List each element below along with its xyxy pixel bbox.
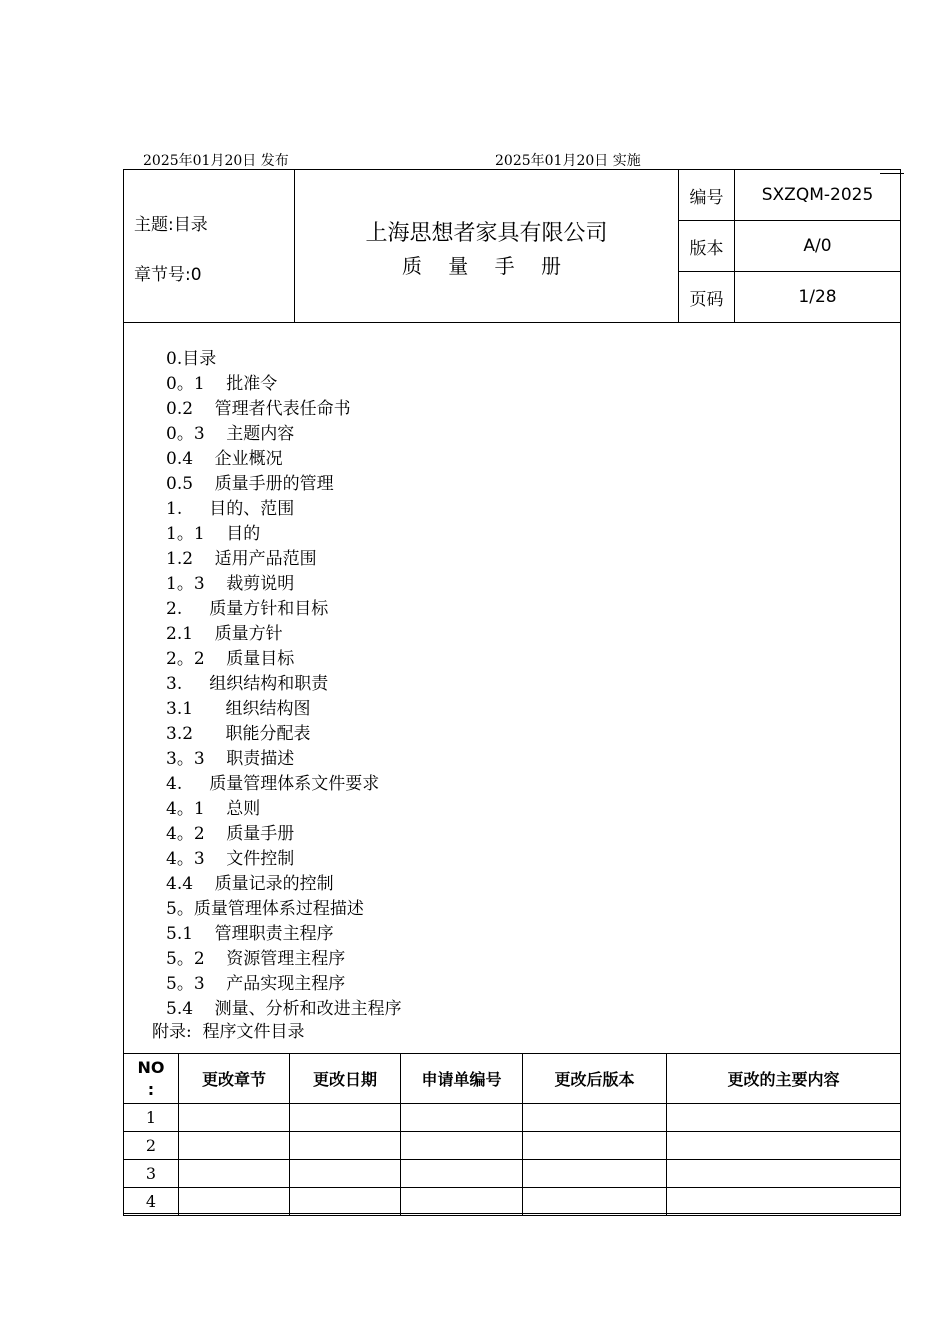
toc-item: 5.1 管理职责主程序 — [166, 924, 334, 944]
meta-row-version — [679, 221, 900, 272]
toc-item: 0.5 质量手册的管理 — [166, 474, 334, 494]
toc-item: 1。3 裁剪说明 — [166, 574, 295, 594]
toc-item: 1. 目的、范围 — [166, 499, 295, 519]
table-cell — [667, 1132, 901, 1160]
toc-item: 2.1 质量方针 — [166, 624, 283, 644]
header-meta — [679, 170, 900, 322]
toc-item: 4。3 文件控制 — [166, 849, 295, 869]
document-header — [124, 170, 900, 323]
table-cell — [179, 1160, 290, 1188]
table-cell — [401, 1132, 523, 1160]
table-row — [124, 1132, 901, 1160]
toc-item: 1。1 目的 — [166, 524, 261, 544]
change-table-header — [124, 1054, 901, 1104]
table-row — [124, 1188, 901, 1216]
table-cell — [667, 1188, 901, 1216]
table-cell — [401, 1188, 523, 1216]
meta-label: 版本 — [679, 221, 735, 271]
table-of-contents — [166, 347, 402, 1022]
version-value: A/0 — [803, 236, 832, 256]
table-cell — [290, 1188, 401, 1216]
change-table-body — [124, 1104, 901, 1216]
table-cell — [667, 1160, 901, 1188]
meta-row-page — [679, 272, 900, 322]
table-cell — [523, 1188, 667, 1216]
col-header-new-version: 更改后版本 — [523, 1054, 667, 1104]
col-header-no: NO : — [124, 1054, 179, 1104]
toc-item: 4。1 总则 — [166, 799, 261, 819]
company-name: 上海思想者家具有限公司 — [365, 221, 608, 246]
toc-item: 3。3 职责描述 — [166, 749, 295, 769]
toc-item: 2. 质量方针和目标 — [166, 599, 329, 619]
toc-item: 0.2 管理者代表任命书 — [166, 399, 351, 419]
toc-item: 4.4 质量记录的控制 — [166, 874, 334, 894]
col-header-request-no: 申请单编号 — [401, 1054, 523, 1104]
table-row — [124, 1160, 901, 1188]
row-number: 1 — [124, 1104, 179, 1132]
table-cell — [290, 1132, 401, 1160]
header-left — [124, 170, 295, 322]
header-title — [295, 170, 679, 322]
implement-date: 2025年01月20日 实施 — [495, 153, 641, 169]
table-cell — [290, 1104, 401, 1132]
col-header-chapter: 更改章节 — [179, 1054, 290, 1104]
toc-item: 4. 质量管理体系文件要求 — [166, 774, 380, 794]
table-cell — [179, 1132, 290, 1160]
row-number: 2 — [124, 1132, 179, 1160]
toc-item: 5。3 产品实现主程序 — [166, 974, 346, 994]
table-cell — [523, 1160, 667, 1188]
meta-label: 编号 — [679, 170, 735, 220]
document-frame — [123, 169, 901, 1214]
appendix-entry: 附录: 程序文件目录 — [152, 1022, 305, 1042]
toc-item: 5。2 资源管理主程序 — [166, 949, 346, 969]
table-cell — [401, 1104, 523, 1132]
meta-label: 页码 — [679, 272, 735, 322]
table-row — [124, 1104, 901, 1132]
toc-item: 0。3 主题内容 — [166, 424, 295, 444]
row-number: 3 — [124, 1160, 179, 1188]
toc-item: 0。1 批准令 — [166, 374, 278, 394]
manual-title: 质 量 手 册 — [401, 254, 572, 278]
toc-item: 2。2 质量目标 — [166, 649, 295, 669]
toc-item: 3.2 职能分配表 — [166, 724, 311, 744]
change-record-table — [123, 1053, 901, 1216]
toc-item: 4。2 质量手册 — [166, 824, 295, 844]
toc-item: 3.1 组织结构图 — [166, 699, 311, 719]
table-cell — [523, 1132, 667, 1160]
col-header-content: 更改的主要内容 — [667, 1054, 901, 1104]
table-cell — [667, 1104, 901, 1132]
toc-item: 5。质量管理体系过程描述 — [166, 899, 364, 919]
toc-item: 0.4 企业概况 — [166, 449, 283, 469]
toc-item: 0.目录 — [166, 349, 217, 369]
toc-item: 3. 组织结构和职责 — [166, 674, 329, 694]
col-header-date: 更改日期 — [290, 1054, 401, 1104]
meta-row-number — [679, 170, 900, 221]
table-cell — [401, 1160, 523, 1188]
document-number: SXZQM-2025 — [761, 185, 874, 205]
toc-item: 1.2 适用产品范围 — [166, 549, 317, 569]
table-cell — [523, 1104, 667, 1132]
page-number: 1/28 — [798, 287, 837, 307]
chapter-label: 章节号:0 — [134, 265, 202, 285]
table-cell — [179, 1188, 290, 1216]
publish-date: 2025年01月20日 发布 — [143, 153, 289, 169]
toc-item: 5.4 测量、分析和改进主程序 — [166, 999, 402, 1019]
row-number: 4 — [124, 1188, 179, 1216]
table-cell — [179, 1104, 290, 1132]
table-cell — [290, 1160, 401, 1188]
subject-label: 主题:目录 — [134, 215, 208, 235]
